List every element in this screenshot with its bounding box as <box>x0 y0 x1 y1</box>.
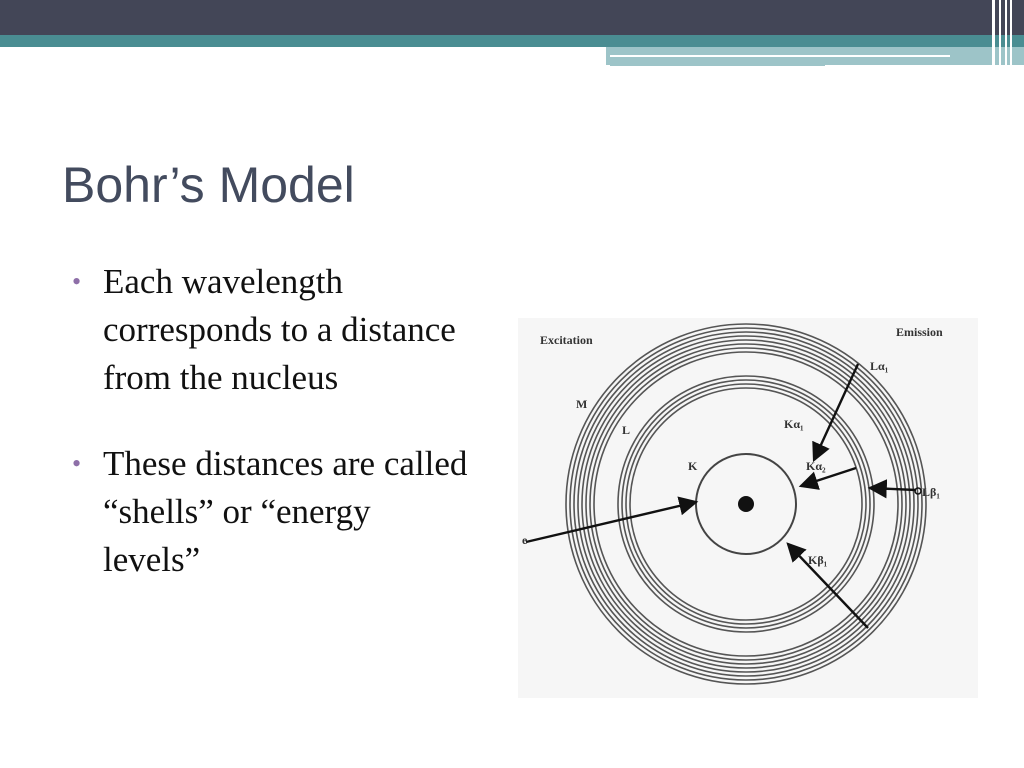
bullet-marker-icon: • <box>72 267 82 296</box>
nucleus <box>738 496 754 512</box>
shell-m-label: M <box>576 397 588 411</box>
excitation-label: Excitation <box>540 333 593 347</box>
k-alpha2-label: Kα₂ <box>806 459 826 473</box>
bohr-model-diagram <box>518 318 978 698</box>
bullet-item <box>72 440 472 584</box>
bullet-text: Each wavelength corresponds to a distance from the nucleus <box>103 262 456 397</box>
shell-l-label: L <box>622 423 631 437</box>
l-alpha-label: Lα₁ <box>870 359 889 373</box>
k-beta-label: Kβ₁ <box>808 553 828 567</box>
shell-k-label: K <box>688 459 698 473</box>
l-beta-label: Lβ₁ <box>922 485 940 499</box>
bullet-text: These distances are called “shells” or “energy levels” <box>103 444 468 579</box>
k-alpha1-label: Kα₁ <box>784 417 804 431</box>
bullet-list <box>72 258 472 622</box>
top-decorative-bar <box>0 0 1024 70</box>
electron-label: e <box>522 533 528 547</box>
bullet-item <box>72 258 472 402</box>
slide-title: Bohr’s Model <box>62 157 355 213</box>
bullet-marker-icon: • <box>72 449 82 478</box>
emission-label: Emission <box>896 325 943 339</box>
